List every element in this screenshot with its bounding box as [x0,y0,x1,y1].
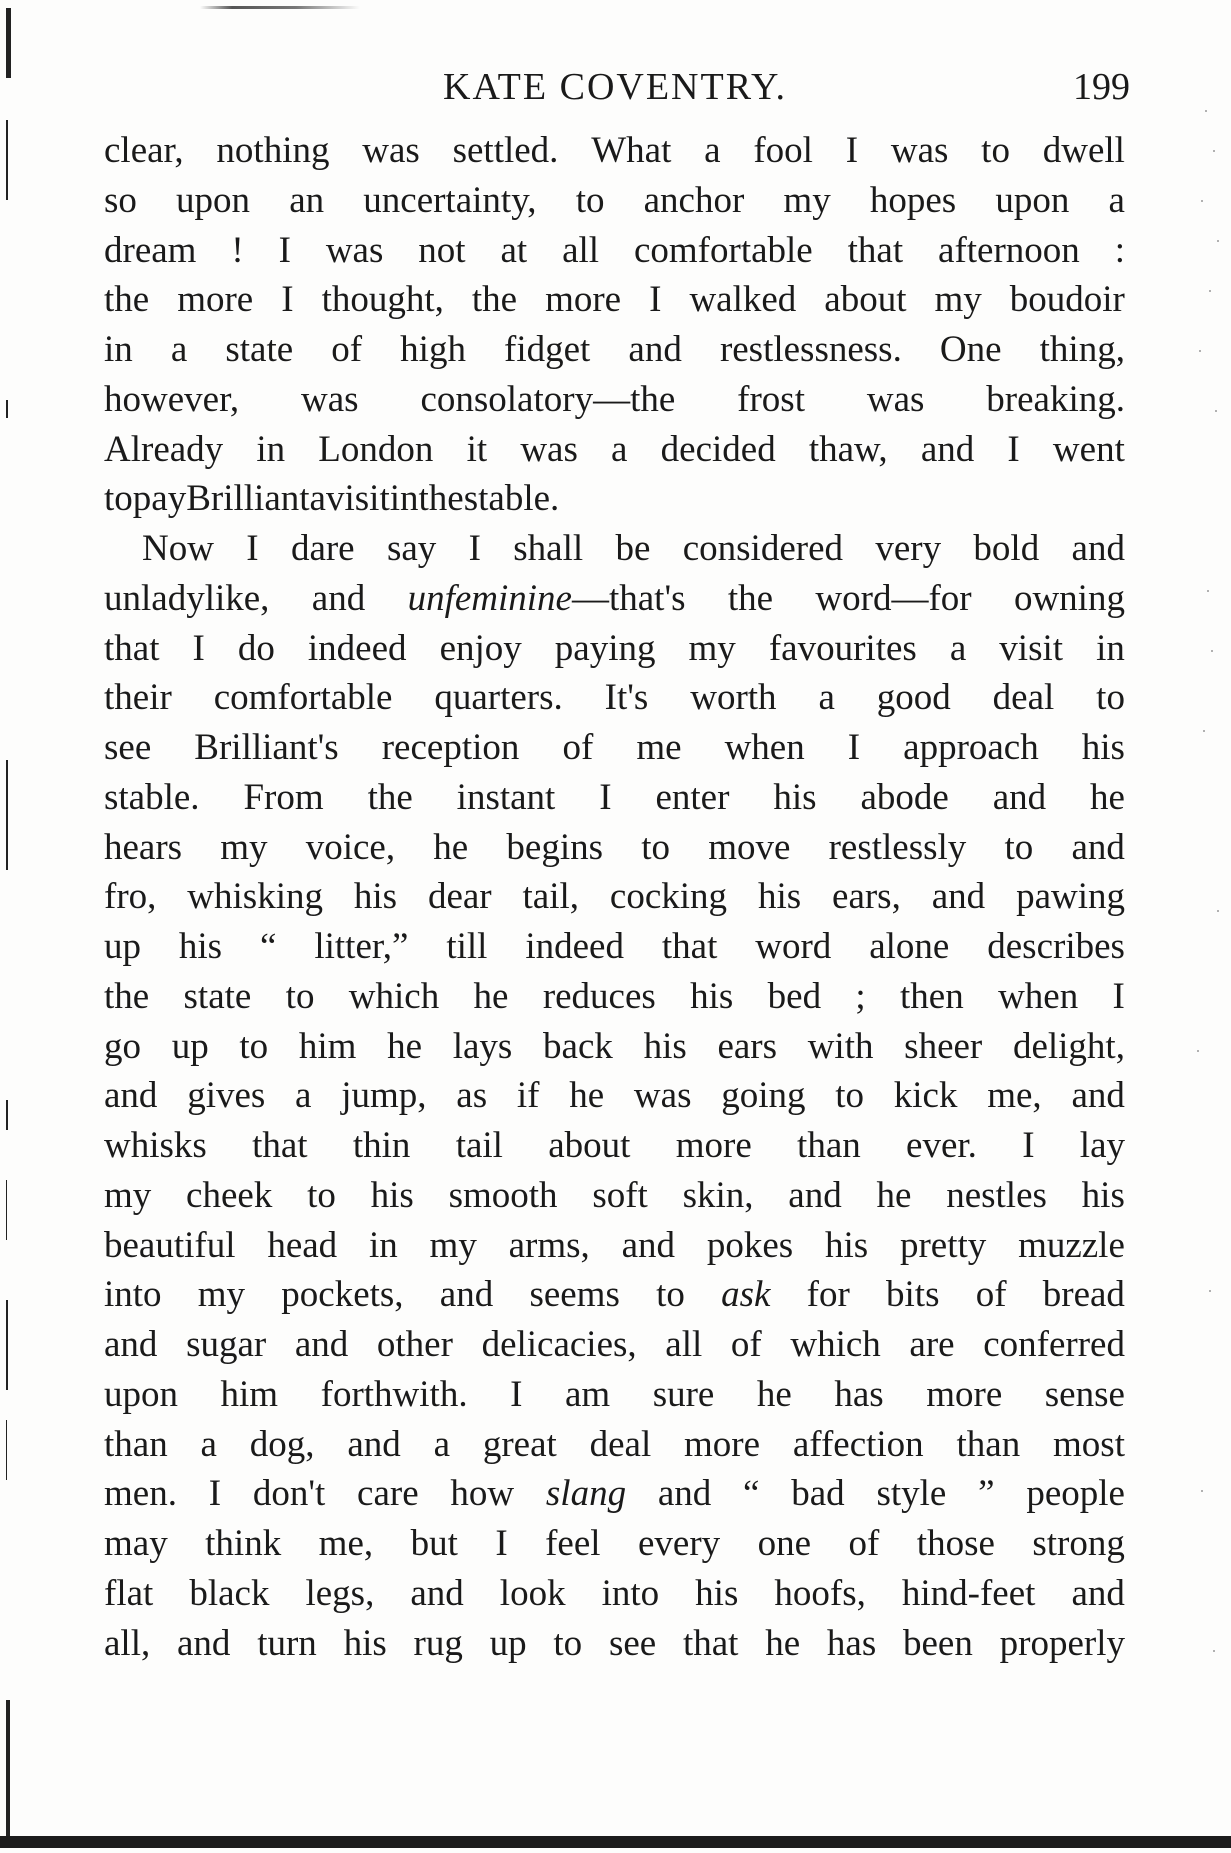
text-line: the more I thought, the more I walked about my boudoir [104,279,1125,321]
bottom-edge [0,1836,1231,1848]
text-line: the state to which he reduces his bed ; then when I [104,975,1125,1017]
text-line: than a dog, and a great deal more affection than most [104,1423,1125,1465]
text-line: up his “ litter,” till indeed that word alone describes [104,926,1125,967]
text-line: see Brilliant's reception of me when I approach his [104,727,1125,768]
text-line: hears my voice, he begins to move restlessly to and [104,826,1125,868]
body-text [104,126,1125,1668]
text-line: dream ! I was not at all comfortable that afternoon : [104,229,1125,271]
text-line: into my pockets, and seems to ask for bits of bread [104,1274,1125,1316]
text-line: men. I don't care how slang and “ bad style ” people [104,1473,1125,1515]
text-line: flat black legs, and look into his hoofs, hind-feet and [104,1572,1125,1614]
paragraph [104,126,1125,524]
binding-edge [6,0,11,1853]
text-line: my cheek to his smooth soft skin, and he nestles his [104,1174,1125,1216]
text-line: so upon an uncertainty, to anchor my hopes upon a [104,179,1125,221]
text-line: to pay Brilliant a visit in the stable. [104,478,560,520]
text-line: in a state of high fidget and restlessness. One thing, [104,329,1125,370]
scan-specks [1191,90,1231,1790]
text-line: fro, whisking his dear tail, cocking his ears, and pawing [104,876,1125,918]
text-line: their comfortable quarters. It's worth a good deal to [104,677,1125,719]
text-line: stable. From the instant I enter his abode and he [104,776,1125,818]
text-line: beautiful head in my arms, and pokes his pretty muzzle [104,1224,1125,1266]
text-line: upon him forthwith. I am sure he has more sense [104,1373,1125,1415]
text-line: and sugar and other delicacies, all of which are conferred [104,1324,1125,1365]
text-line: Now I dare say I shall be considered very bold and [142,528,1125,569]
text-line: whisks that thin tail about more than ever. I lay [104,1125,1125,1166]
page-number: 199 [1073,66,1130,108]
scan-smudge [200,6,360,9]
text-line: that I do indeed enjoy paying my favourites a visit in [104,627,1125,669]
text-line: may think me, but I feel every one of those strong [104,1523,1125,1564]
text-line: however, was consolatory—the frost was breaking. [104,378,1125,420]
running-head [100,62,1130,112]
paragraph [104,524,1125,1668]
text-line: go up to him he lays back his ears with sheer delight, [104,1025,1125,1067]
text-line: all, and turn his rug up to see that he has been properly [104,1622,1125,1664]
running-title: KATE COVENTRY. [443,66,787,108]
text-line: and gives a jump, as if he was going to kick me, and [104,1075,1125,1117]
text-line: clear, nothing was settled. What a fool I was to dwell [104,130,1125,171]
text-line: unladylike, and unfeminine—that's the word—for owning [104,577,1125,619]
text-line: Already in London it was a decided thaw, and I went [104,428,1125,470]
